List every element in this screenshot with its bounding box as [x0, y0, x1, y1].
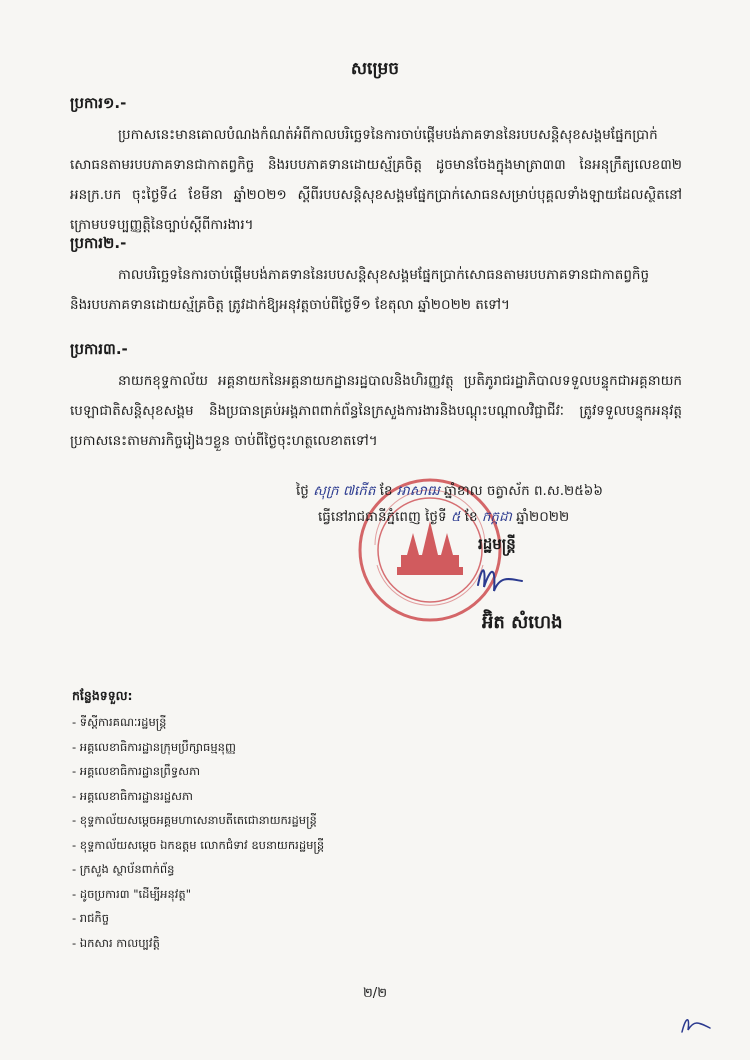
handwritten-signature-icon: [470, 555, 530, 600]
list-item: - ឯកសារ កាលប្បវត្តិ: [72, 935, 160, 950]
lunar-prefix: ថ្ងៃ: [296, 483, 309, 499]
article-2-text: កាលបរិច្ឆេទនៃការចាប់ផ្តើមបង់ភាគទាននៃរបបសន្តិសុខសង្គមផ្នែកប្រាក់សោធនតាមរបបភាគទានជាកាតព្វកិច្ច និងរបបភាគទានដោយស្ម័គ្រចិត្ត ត្រូវដាក់ឱ្យអនុវត្តចាប់ពីថ្ងៃទី១ ខែតុលា ឆ្នាំ២០២២ តទៅ។: [70, 267, 650, 313]
list-item: - ខុទ្ទកាល័យសម្តេចអគ្គមហាសេនាបតីតេជោនាយករដ្ឋមន្ត្រី: [72, 813, 317, 827]
sign-day: ៥: [450, 509, 461, 525]
article-2-heading: ប្រការ២.-: [70, 234, 127, 252]
page-number: ២/២: [362, 986, 388, 1001]
initials-mark-icon: [676, 1010, 716, 1040]
article-3-heading: ប្រការ៣.-: [70, 340, 128, 358]
lunar-day: សុក្រ ៧កើត: [313, 483, 376, 499]
list-item: - រាជកិច្ច: [72, 911, 110, 925]
cc-heading: កន្លែងទទួល:: [72, 688, 133, 703]
list-item: - អគ្គលេខាធិការដ្ឋានក្រុមប្រឹក្សាធម្មនុញ្ញ: [72, 739, 236, 754]
list-item: - ដូចប្រការ៣ "ដើម្បីអនុវត្ត": [72, 886, 192, 901]
cc-list: [72, 710, 324, 955]
sign-year: ឆ្នាំ២០២២: [516, 509, 570, 525]
document-title: សម្រេច: [350, 59, 400, 79]
article-3-text: នាយកខុទ្ទកាល័យ អគ្គនាយកនៃអគ្គនាយកដ្ឋានរដ្ឋបាលនិងហិរញ្ញវត្ថុ ប្រតិភូរាជរដ្ឋាភិបាលទទួលបន្ទុកជាអគ្គនាយកបេឡាជាតិសន្តិសុខសង្គម និងប្រធានគ្រប់អង្គភាពពាក់ព័ន្ធនៃក្រសួងការងារនិងបណ្តុះបណ្តាលវិជ្ជាជីវៈ ត្រូវទទួលបន្ទុកអនុវត្តប្រកាសនេះតាមភារកិច្ចរៀងៗខ្លួន ចាប់ពីថ្ងៃចុះហត្ថលេខាតទៅ។: [70, 373, 682, 449]
place-date-line: [318, 508, 569, 528]
place-date-prefix: ធ្វើនៅរាជធានីភ្នំពេញ ថ្ងៃទី: [318, 509, 447, 525]
list-item: - ខុទ្ទកាល័យសម្តេច ឯកឧត្តម លោកជំទាវ ឧបនាយករដ្ឋមន្ត្រី: [72, 837, 325, 852]
article-1-heading: ប្រការ១.-: [70, 94, 127, 112]
lunar-month-label: ខែ: [379, 483, 393, 499]
article-1-text: ប្រកាសនេះមានគោលបំណងកំណត់អំពីកាលបរិច្ឆេទនៃការចាប់ផ្តើមបង់ភាគទាននៃរបបសន្តិសុខសង្គមផ្នែកប្រាក់សោធនតាមរបបភាគទានជាកាតព្វកិច្ច និងរបបភាគទានដោយស្ម័គ្រចិត្ត ដូចមានចែងក្នុងមាត្រា៣៣ នៃអនុក្រឹត្យលេខ៣២ អនក្រ.បក ចុះថ្ងៃទី៤ ខែមីនា ឆ្នាំ២០២១ ស្តីពីរបបសន្តិសុខសង្គមផ្នែកប្រាក់សោធនសម្រាប់បុគ្គលទាំងឡាយដែលស្ថិតនៅក្រោមបទប្បញ្ញត្តិនៃច្បាប់ស្តីពីការងារ។: [70, 127, 682, 233]
sign-month: កក្កដា: [481, 509, 512, 525]
minister-name: អ៊ិត សំហេង: [482, 612, 563, 633]
list-item: - អគ្គលេខាធិការដ្ឋានព្រឹទ្ធសភា: [72, 764, 201, 778]
list-item: - ក្រសួង ស្ថាប័នពាក់ព័ន្ធ: [72, 862, 175, 876]
lunar-date-line: [296, 482, 603, 502]
list-item: - ទីស្តីការគណៈរដ្ឋមន្ត្រី: [72, 715, 167, 729]
month-label: ខែ: [464, 509, 478, 525]
minister-title: រដ្ឋមន្ត្រី: [478, 535, 516, 553]
lunar-year: ឆ្នាំខាល ចត្វាស័ក ព.ស.២៥៦៦: [444, 483, 603, 499]
lunar-month: អាសាឍ: [396, 483, 440, 499]
list-item: - អគ្គលេខាធិការដ្ឋានរដ្ឋសភា: [72, 788, 193, 803]
